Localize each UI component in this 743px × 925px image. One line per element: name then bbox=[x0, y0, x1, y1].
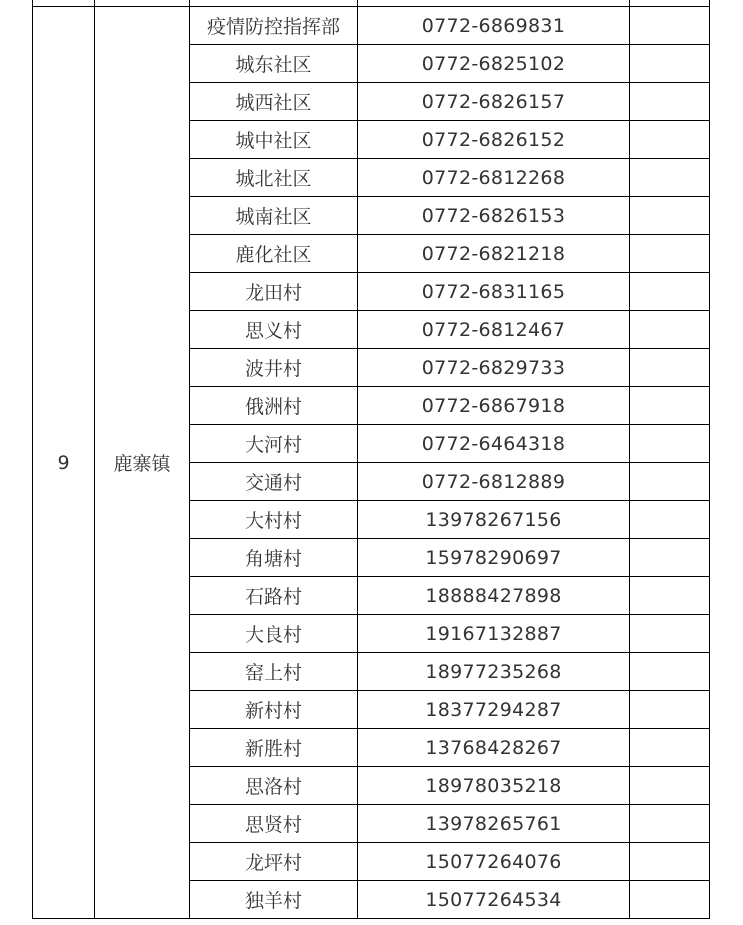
note-cell bbox=[630, 425, 710, 463]
unit-name-cell: 思义村 bbox=[190, 311, 358, 349]
phone-number-cell: 13978267156 bbox=[358, 501, 630, 539]
phone-number-cell: 0772-6825102 bbox=[358, 45, 630, 83]
phone-number-cell: 18977235268 bbox=[358, 653, 630, 691]
unit-name-cell: 大村村 bbox=[190, 501, 358, 539]
note-cell bbox=[630, 311, 710, 349]
note-cell bbox=[630, 729, 710, 767]
phone-number-cell: 0772-6812889 bbox=[358, 463, 630, 501]
phone-number-cell: 0772-6831165 bbox=[358, 273, 630, 311]
unit-name-cell: 城北社区 bbox=[190, 159, 358, 197]
note-cell bbox=[630, 691, 710, 729]
note-cell bbox=[630, 805, 710, 843]
note-cell bbox=[630, 881, 710, 919]
unit-name-cell: 俄洲村 bbox=[190, 387, 358, 425]
unit-name-cell: 波井村 bbox=[190, 349, 358, 387]
phone-number-cell: 0772-6464318 bbox=[358, 425, 630, 463]
phone-number-cell: 0772-6812467 bbox=[358, 311, 630, 349]
note-cell bbox=[630, 501, 710, 539]
note-cell bbox=[630, 159, 710, 197]
contact-table bbox=[32, 0, 710, 919]
note-cell bbox=[630, 615, 710, 653]
phone-number-cell: 18888427898 bbox=[358, 577, 630, 615]
unit-name-cell: 城中社区 bbox=[190, 121, 358, 159]
note-cell bbox=[630, 539, 710, 577]
unit-name-cell: 思洛村 bbox=[190, 767, 358, 805]
unit-name-cell: 交通村 bbox=[190, 463, 358, 501]
note-cell bbox=[630, 45, 710, 83]
phone-number-cell: 0772-6826157 bbox=[358, 83, 630, 121]
unit-name-cell: 大良村 bbox=[190, 615, 358, 653]
note-cell bbox=[630, 463, 710, 501]
phone-number-cell: 15077264534 bbox=[358, 881, 630, 919]
phone-number-cell: 13768428267 bbox=[358, 729, 630, 767]
unit-name-cell: 城南社区 bbox=[190, 197, 358, 235]
unit-name-cell: 独羊村 bbox=[190, 881, 358, 919]
unit-name-cell: 石路村 bbox=[190, 577, 358, 615]
unit-name-cell: 龙田村 bbox=[190, 273, 358, 311]
unit-name-cell: 新村村 bbox=[190, 691, 358, 729]
note-cell bbox=[630, 577, 710, 615]
unit-name-cell: 角塘村 bbox=[190, 539, 358, 577]
note-cell bbox=[630, 121, 710, 159]
unit-name-cell: 龙坪村 bbox=[190, 843, 358, 881]
note-cell bbox=[630, 767, 710, 805]
note-cell bbox=[630, 653, 710, 691]
phone-number-cell: 0772-6826152 bbox=[358, 121, 630, 159]
phone-number-cell: 0772-6821218 bbox=[358, 235, 630, 273]
unit-name-cell: 窑上村 bbox=[190, 653, 358, 691]
phone-number-cell: 0772-6826153 bbox=[358, 197, 630, 235]
note-cell bbox=[630, 843, 710, 881]
phone-number-cell: 0772-6867918 bbox=[358, 387, 630, 425]
phone-number-cell: 0772-6869831 bbox=[358, 7, 630, 45]
phone-number-cell: 18978035218 bbox=[358, 767, 630, 805]
phone-number-cell: 13978265761 bbox=[358, 805, 630, 843]
phone-number-cell: 0772-6829733 bbox=[358, 349, 630, 387]
note-cell bbox=[630, 349, 710, 387]
note-cell bbox=[630, 83, 710, 121]
phone-number-cell: 15978290697 bbox=[358, 539, 630, 577]
group-town-cell: 鹿寨镇 bbox=[95, 7, 190, 919]
unit-name-cell: 疫情防控指挥部 bbox=[190, 7, 358, 45]
unit-name-cell: 城西社区 bbox=[190, 83, 358, 121]
note-cell bbox=[630, 7, 710, 45]
note-cell bbox=[630, 197, 710, 235]
unit-name-cell: 思贤村 bbox=[190, 805, 358, 843]
table-row bbox=[33, 7, 710, 45]
group-index-cell: 9 bbox=[33, 7, 95, 919]
note-cell bbox=[630, 273, 710, 311]
phone-number-cell: 15077264076 bbox=[358, 843, 630, 881]
unit-name-cell: 鹿化社区 bbox=[190, 235, 358, 273]
unit-name-cell: 大河村 bbox=[190, 425, 358, 463]
phone-number-cell: 19167132887 bbox=[358, 615, 630, 653]
phone-number-cell: 0772-6812268 bbox=[358, 159, 630, 197]
unit-name-cell: 城东社区 bbox=[190, 45, 358, 83]
note-cell bbox=[630, 235, 710, 273]
phone-number-cell: 18377294287 bbox=[358, 691, 630, 729]
note-cell bbox=[630, 387, 710, 425]
unit-name-cell: 新胜村 bbox=[190, 729, 358, 767]
table-body bbox=[33, 0, 710, 919]
